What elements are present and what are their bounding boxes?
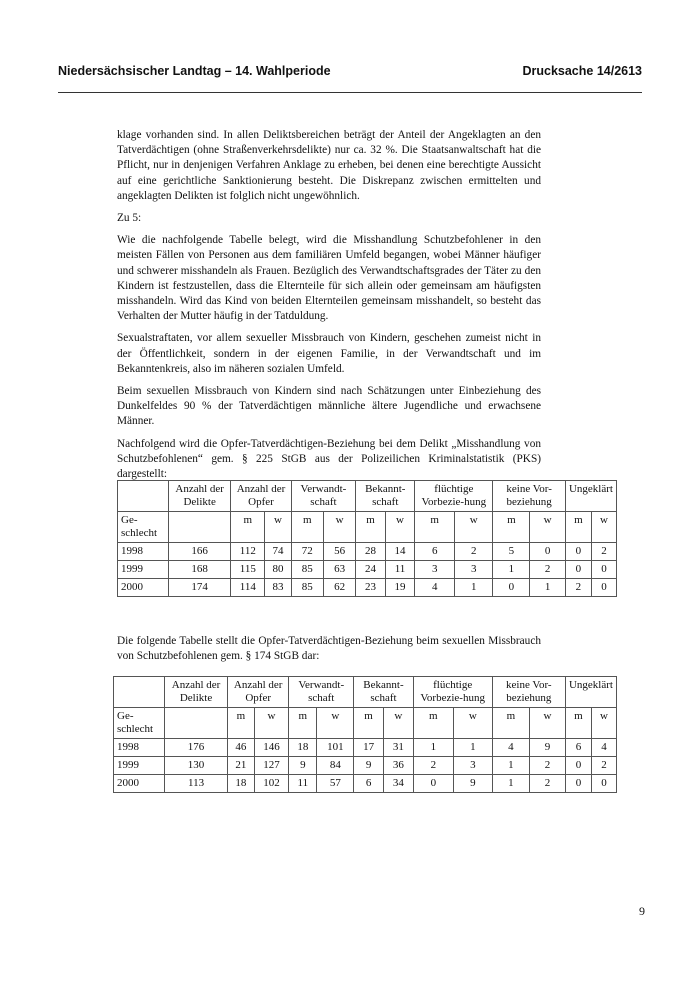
table-cell: 84	[317, 757, 354, 775]
sex-m: m	[289, 708, 317, 739]
geschlecht-label: Ge-schlecht	[118, 512, 169, 543]
table-cell: 4	[591, 739, 616, 757]
table-cell: 2	[530, 757, 566, 775]
table-cell: 2000	[114, 775, 165, 793]
table-cell: 85	[291, 579, 323, 597]
column-header-bekannt: Bekannt-schaft	[356, 481, 415, 512]
table-cell: 113	[165, 775, 228, 793]
table-cell: 83	[265, 579, 291, 597]
table-cell: 72	[291, 543, 323, 561]
table-cell: 168	[169, 561, 231, 579]
table-cell: 3	[453, 757, 492, 775]
paragraph: Sexualstraftaten, vor allem sexueller Missbrauch von Kindern, geschehen zumeist nicht in der Öffentlichkeit, sondern in der eigenen Familie, in der Verwandtschaft und im Bekanntenkreis, also im näheren sozialen Umfeld.	[117, 332, 541, 375]
table-cell: 57	[317, 775, 354, 793]
table-cell: 1998	[114, 739, 165, 757]
table-cell: 102	[254, 775, 289, 793]
table-header-row	[114, 677, 617, 708]
page-number: 9	[639, 904, 645, 918]
table-cell: 2	[530, 775, 566, 793]
table-cell: 36	[383, 757, 413, 775]
table-cell: 0	[591, 775, 616, 793]
column-header-delikte: Anzahl der Delikte	[169, 481, 231, 512]
sex-m: m	[356, 512, 386, 543]
table-cell: 1	[455, 579, 493, 597]
table-cell: 2	[591, 543, 616, 561]
table2-intro	[117, 634, 541, 671]
header-right: Drucksache 14/2613	[522, 64, 642, 78]
table-cell: 62	[323, 579, 355, 597]
sex-w: w	[317, 708, 354, 739]
table-cell: 2	[591, 757, 616, 775]
page-header	[58, 64, 642, 84]
table-cell: 18	[228, 775, 255, 793]
column-header-ungeklaert: Ungeklärt	[565, 481, 616, 512]
table-cell: 6	[354, 775, 384, 793]
sex-w: w	[383, 708, 413, 739]
table-cell: 114	[231, 579, 265, 597]
table-cell: 1	[493, 561, 530, 579]
sex-m: m	[415, 512, 455, 543]
table-cell: 146	[254, 739, 289, 757]
table-cell: 9	[530, 739, 566, 757]
table-cell: 11	[385, 561, 415, 579]
sex-w: w	[530, 512, 566, 543]
table-cell: 21	[228, 757, 255, 775]
table-row	[114, 757, 617, 775]
table-cell: 0	[591, 561, 616, 579]
header-rule	[58, 92, 642, 93]
paragraph: Wie die nachfolgende Tabelle belegt, wird die Misshandlung Schutzbefohlener in den meisten Fällen von Personen aus dem familiären Umfeld begangen, wobei Männer häufiger und schwerer misshandeln als Frauen. Bezüglich des Verwandtschaftsgrades der Täter zu den Kindern ist festzustellen, dass die Elternteile für sich allein oder gemeinsam am häufigsten misshandeln. Wird das Kind von beiden Elternteilen gemeinsam misshandelt, so besteht das Verhalten der Mutter häufig in der Tatduldung.	[117, 234, 541, 323]
paragraph-heading: Zu 5:	[117, 212, 142, 225]
sex-m: m	[493, 512, 530, 543]
table-cell: 3	[415, 561, 455, 579]
table-cell: 0	[565, 561, 591, 579]
table-cell: 4	[415, 579, 455, 597]
table-cell: 1	[530, 579, 566, 597]
corner-cell	[118, 481, 169, 512]
table-cell: 127	[254, 757, 289, 775]
sex-row	[118, 512, 617, 543]
sex-m: m	[291, 512, 323, 543]
sex-m: m	[228, 708, 255, 739]
column-header-fluechtig: flüchtige Vorbezie-hung	[413, 677, 492, 708]
table-cell: 176	[165, 739, 228, 757]
sex-w: w	[530, 708, 566, 739]
table-cell: 1	[492, 757, 529, 775]
paragraph: Die folgende Tabelle stellt die Opfer-Tatverdächtigen-Beziehung beim sexuellen Missbrauch von Schutzbefohlenen gem. § 174 StGB dar:	[117, 635, 541, 663]
table-header-row	[118, 481, 617, 512]
table-cell: 17	[354, 739, 384, 757]
paragraph: Nachfolgend wird die Opfer-Tatverdächtigen-Beziehung bei dem Delikt „Misshandlung von Schutzbefohlenen“ gem. § 225 StGB aus der Polizeilichen Kriminalstatistik (PKS) dargestellt:	[117, 437, 541, 481]
sex-w: w	[591, 512, 616, 543]
table-cell: 0	[493, 579, 530, 597]
table-cell: 1	[413, 739, 453, 757]
table-cell: 0	[565, 775, 591, 793]
column-header-verwandt: Verwandt-schaft	[291, 481, 356, 512]
column-header-keine: keine Vor-beziehung	[493, 481, 566, 512]
table-cell: 1999	[114, 757, 165, 775]
table-cell: 1	[492, 775, 529, 793]
body-text	[117, 128, 541, 489]
table-cell: 0	[413, 775, 453, 793]
column-header-ungeklaert: Ungeklärt	[565, 677, 616, 708]
sex-w: w	[254, 708, 289, 739]
table-cell: 18	[289, 739, 317, 757]
table-cell: 14	[385, 543, 415, 561]
table-cell: 9	[289, 757, 317, 775]
table-cell: 19	[385, 579, 415, 597]
table-cell: 0	[530, 543, 566, 561]
table-cell: 63	[323, 561, 355, 579]
table-174-stgb	[113, 676, 617, 793]
table-cell: 101	[317, 739, 354, 757]
table-cell: 4	[492, 739, 529, 757]
table-cell: 80	[265, 561, 291, 579]
sex-m: m	[231, 512, 265, 543]
empty-cell	[165, 708, 228, 739]
column-header-fluechtig: flüchtige Vorbezie-hung	[415, 481, 493, 512]
table-cell: 2	[455, 543, 493, 561]
table-cell: 85	[291, 561, 323, 579]
sex-w: w	[385, 512, 415, 543]
table-row	[114, 775, 617, 793]
table-cell: 0	[565, 543, 591, 561]
table-cell: 166	[169, 543, 231, 561]
column-header-opfer: Anzahl der Opfer	[231, 481, 291, 512]
table-cell: 1998	[118, 543, 169, 561]
table-cell: 3	[455, 561, 493, 579]
sex-row	[114, 708, 617, 739]
table-cell: 6	[565, 739, 591, 757]
sex-m: m	[492, 708, 529, 739]
sex-m: m	[565, 708, 591, 739]
column-header-bekannt: Bekannt-schaft	[354, 677, 413, 708]
table-cell: 9	[354, 757, 384, 775]
sex-m: m	[413, 708, 453, 739]
column-header-keine: keine Vor-beziehung	[492, 677, 565, 708]
table-row	[118, 561, 617, 579]
sex-w: w	[591, 708, 616, 739]
table-cell: 2	[530, 561, 566, 579]
table-cell: 9	[453, 775, 492, 793]
table-cell: 2	[413, 757, 453, 775]
paragraph: Beim sexuellen Missbrauch von Kindern sind nach Schätzungen unter Einbeziehung des Dunkelfeldes 90 % der Tatverdächtigen männliche ältere Jugendliche und erwachsene Männer.	[117, 385, 541, 428]
table-cell: 34	[383, 775, 413, 793]
column-header-delikte: Anzahl der Delikte	[165, 677, 228, 708]
empty-cell	[169, 512, 231, 543]
table-cell: 28	[356, 543, 386, 561]
table-cell: 0	[565, 757, 591, 775]
table-cell: 1	[453, 739, 492, 757]
sex-w: w	[323, 512, 355, 543]
sex-w: w	[455, 512, 493, 543]
table-cell: 46	[228, 739, 255, 757]
table-cell: 31	[383, 739, 413, 757]
table-cell: 11	[289, 775, 317, 793]
table-cell: 2	[565, 579, 591, 597]
column-header-verwandt: Verwandt-schaft	[289, 677, 354, 708]
table-cell: 56	[323, 543, 355, 561]
table-cell: 174	[169, 579, 231, 597]
table-cell: 130	[165, 757, 228, 775]
table-cell: 5	[493, 543, 530, 561]
corner-cell	[114, 677, 165, 708]
table-cell: 24	[356, 561, 386, 579]
sex-m: m	[354, 708, 384, 739]
table-225-stgb	[117, 480, 617, 597]
table-row	[118, 579, 617, 597]
sex-w: w	[265, 512, 291, 543]
table-cell: 23	[356, 579, 386, 597]
table-cell: 0	[591, 579, 616, 597]
table-cell: 1999	[118, 561, 169, 579]
geschlecht-label: Ge-schlecht	[114, 708, 165, 739]
table-cell: 2000	[118, 579, 169, 597]
table-cell: 74	[265, 543, 291, 561]
table-row	[114, 739, 617, 757]
header-left: Niedersächsischer Landtag – 14. Wahlperiode	[58, 64, 331, 78]
table-row	[118, 543, 617, 561]
table-cell: 6	[415, 543, 455, 561]
table-cell: 115	[231, 561, 265, 579]
sex-w: w	[453, 708, 492, 739]
column-header-opfer: Anzahl der Opfer	[228, 677, 289, 708]
table-cell: 112	[231, 543, 265, 561]
paragraph: klage vorhanden sind. In allen Deliktsbereichen beträgt der Anteil der Angeklagten an den Tatverdächtigen (ohne Straßenverkehrsdelikte) nur ca. 32 %. Die Staatsanwaltschaft hat die Pflicht, nur in denjenigen Verfahren Anklage zu erheben, bei denen eine berechtigte Aussicht auf eine gerichtliche Sanktionierung besteht. Die Diskrepanz zwischen ermittelten und angeklagten Delikten ist folglich nicht ungewöhnlich.	[117, 129, 541, 202]
sex-m: m	[565, 512, 591, 543]
